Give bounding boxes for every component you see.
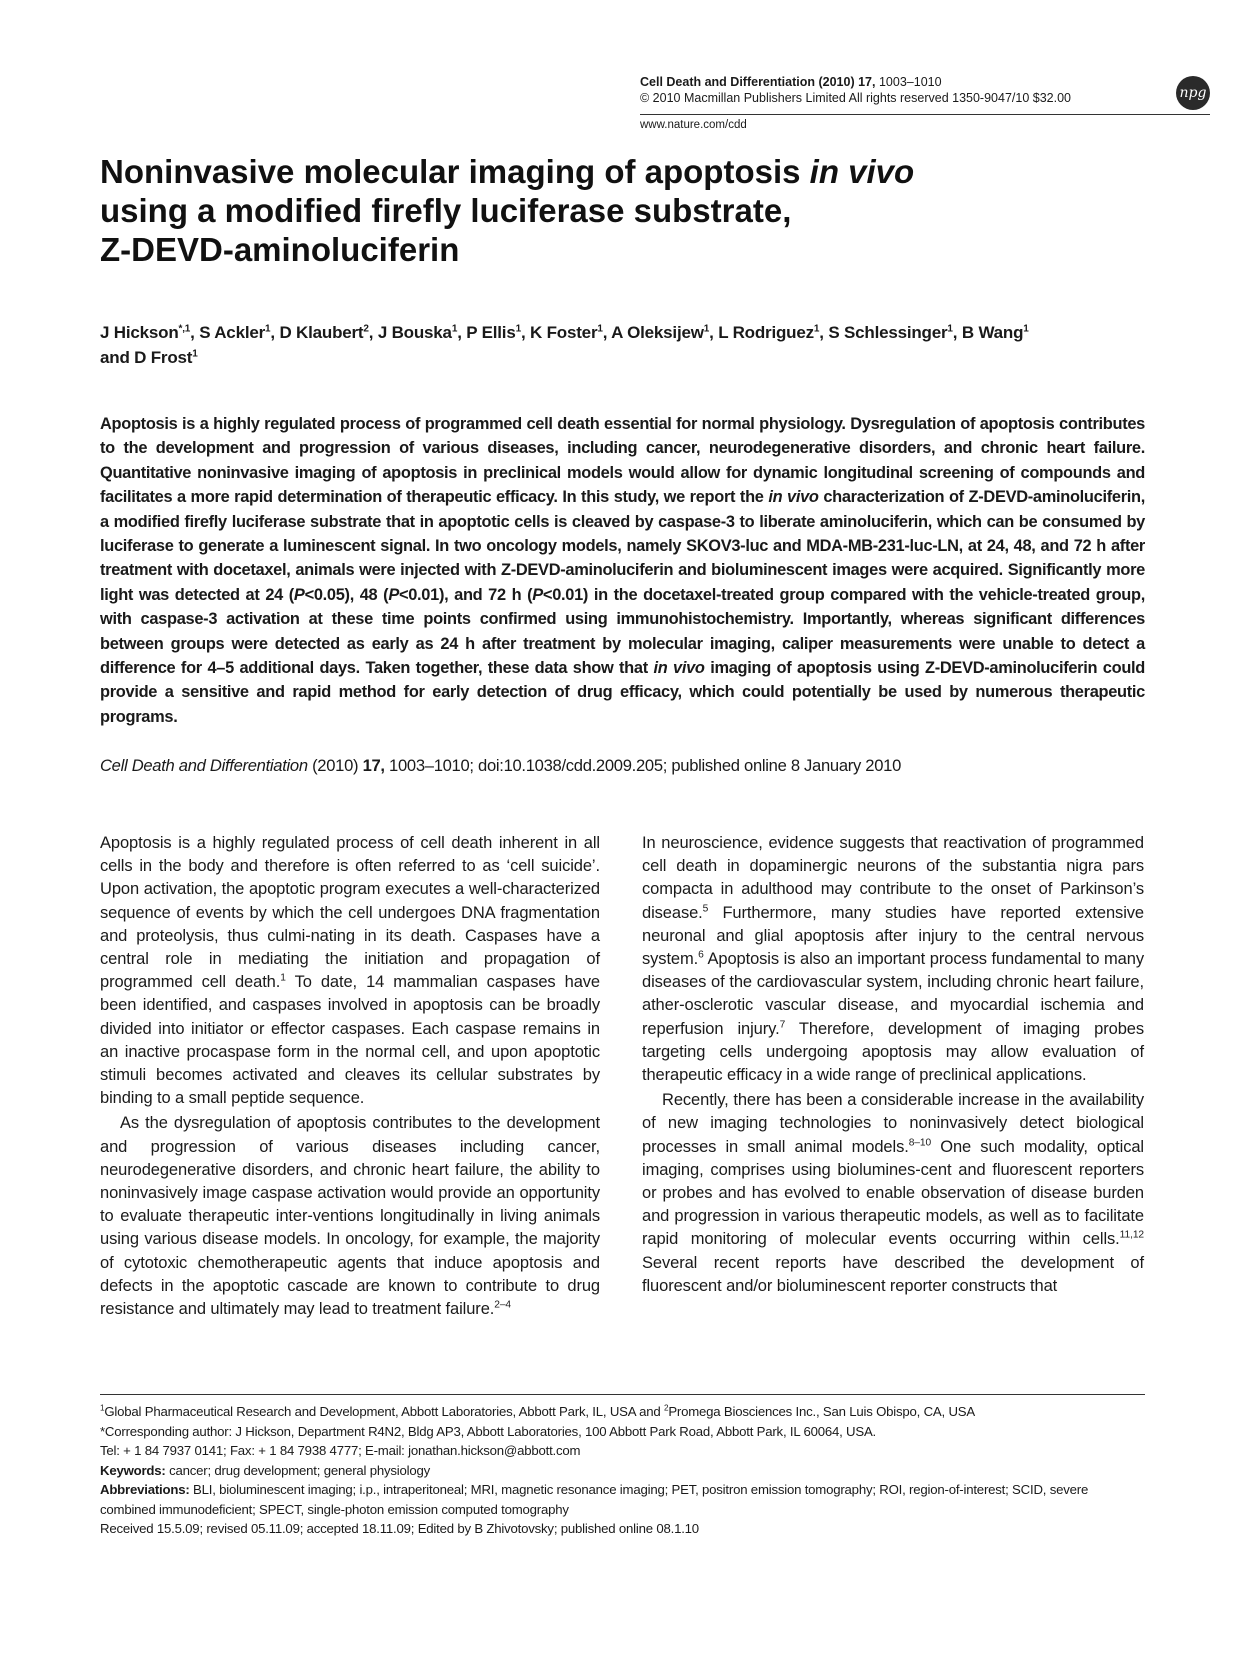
reference-marker[interactable]: 11,12 <box>1119 1229 1144 1241</box>
footnotes <box>100 1402 1145 1539</box>
author: K Foster <box>530 323 598 342</box>
body-text: As the dysregulation of apoptosis contributes to the development and progression of various diseases including cancer, neurodegenerative disorders, and chronic heart failure, the ability to noninvasively image caspase activation would provide an opportunity to evaluate therapeutic inter-ventions longitudinally in living animals using various disease models. In oncology, for example, the majority of cytotoxic chemotherapeutic agents that induce apoptosis and defects in the apoptotic cascade are known to contribute to drug resistance and ultimately may lead to treatment failure. <box>100 1114 600 1319</box>
journal-volume: 17, <box>858 75 876 89</box>
body-text: In neuroscience, evidence suggests that reactivation of programmed cell death in dopaminergic neurons of the substantia nigra pars compacta in adulthood may contribute to the onset of Parkinson’s disease. <box>642 834 1144 922</box>
author-list: J Hickson$^{*,1}$, S Ackler$^1$, D Klaubert$^2$, J Bouska$^1$, P Ellis$^1$, K Foster$^1$, A Oleksijew$^1$, L Rodriguez$^1$, S Schlessinger$^1$, B Wang$^1$ and D Frost$^1$ <box>100 323 1029 367</box>
keywords <box>100 1461 1145 1481</box>
received-dates: Received 15.5.09; revised 05.11.09; accepted 18.11.09; Edited by B Zhivotovsky; published online 08.1.10 <box>100 1521 699 1536</box>
abstract-text: <0.01), and 72 h ( <box>398 585 533 604</box>
author-affiliation: 1 <box>947 323 953 335</box>
abstract-italic: in vivo <box>653 659 705 678</box>
title-line2: using a modified firefly luciferase substrate, <box>100 192 792 229</box>
body-paragraph <box>642 1089 1144 1298</box>
title-line3: Z-DEVD-aminoluciferin <box>100 231 460 268</box>
abbreviations-text: BLI, bioluminescent imaging; i.p., intraperitoneal; MRI, magnetic resonance imaging; PET, positron emission tomography; ROI, region-of-interest; SCID, severe combined immunodeficient; SPECT, single-photon emission computed tomography <box>100 1482 1089 1517</box>
affiliation-marker: 2 <box>663 1403 669 1413</box>
author: L Rodriguez <box>718 323 814 342</box>
reference-marker[interactable]: 1 <box>280 972 286 984</box>
author: S Schlessinger <box>828 323 948 342</box>
author-affiliation: 1 <box>703 323 710 335</box>
author-affiliation: 2 <box>363 323 369 335</box>
reference-marker[interactable]: 8–10 <box>908 1137 932 1149</box>
contact-info: Tel: + 1 84 7937 0141; Fax: + 1 84 7938 4777; E-mail: jonathan.hickson@abbott.com <box>100 1443 581 1458</box>
journal-name: Cell Death and Differentiation (2010) <box>640 75 855 89</box>
abstract-text: <0.01) in the docetaxel-treated group compared with the vehicle-treated group, with caspase-3 activation at these time points confirmed using immunohistochemistry. Importantly, whereas significant differences between groups were detected as early as 24 h after treatment by molecular imaging, caliper measurements were unable to detect a difference for 4–5 additional days. Taken together, these data show that <box>100 585 1145 678</box>
abstract <box>100 412 1145 729</box>
body-text: Apoptosis is a highly regulated process of cell death inherent in all cells in the body and therefore is often referred to as ‘cell suicide’. Upon activation, the apoptotic program executes a well-characterized sequence of events by which the cell undergoes DNA fragmentation and proteolysis, thus culmi-nating in its death. Caspases have a central role in mediating the initiation and propagation of programmed cell death. <box>100 834 600 992</box>
p-value-symbol: P <box>293 585 305 604</box>
author: J Hickson <box>100 323 179 342</box>
body-text: Furthermore, many studies have reported extensive neuronal and glial apoptosis after injury to the central nervous system. <box>642 903 1144 969</box>
title-line1: Noninvasive molecular imaging of apoptosis <box>100 153 810 190</box>
p-value-symbol: P <box>532 585 543 604</box>
corresponding-author: *Corresponding author: J Hickson, Department R4N2, Bldg AP3, Abbott Laboratories, 100 Abbott Park Road, Abbott Park, IL 60064, USA. <box>100 1423 877 1439</box>
citation-volume: 17, <box>362 756 385 775</box>
author-affiliation: 1 <box>597 323 603 335</box>
reference-marker[interactable]: 7 <box>779 1019 786 1031</box>
keywords-text: cancer; drug development; general physiology <box>165 1462 431 1478</box>
body-text: Recently, there has been a considerable increase in the availability of new imaging technologies to noninvasively detect biological processes in small animal models. <box>642 1091 1144 1156</box>
author-affiliation: 1 <box>515 323 521 335</box>
reference-marker[interactable]: 5 <box>702 903 709 915</box>
body-text: To date, 14 mammalian caspases have been identified, and caspases involved in apoptosis can be broadly divided into initiator or effector caspases. Each caspase remains in an inactive procaspase form in the normal cell, and upon apoptotic stimuli becomes activated and cleaves its cellular substrates by binding to a small peptide sequence. <box>100 973 601 1108</box>
affiliation-text: Promega Biosciences Inc., San Luis Obispo, CA, USA <box>668 1404 975 1419</box>
affiliation-text: Global Pharmaceutical Research and Development, Abbott Laboratories, Abbott Park, IL, USA and <box>104 1404 664 1419</box>
citation-line <box>100 755 1145 777</box>
abbreviations-label: Abbreviations: <box>100 1482 190 1497</box>
body-text: Apoptosis is also an important process fundamental to many diseases of the cardiovascular system, including chronic heart failure, ather-osclerotic vascular disease, and myocardial ischemia and reperfusion injury. <box>642 950 1144 1038</box>
author: A Oleksijew <box>611 323 704 342</box>
abstract-text: characterization of Z-DEVD-aminoluciferin, a modified firefly luciferase substrate that in apoptotic cells is cleaved by caspase-3 to liberate aminoluciferin, which can be consumed by luciferase to generate a luminescent signal. In two oncology models, namely SKOV3-luc and MDA-MB-231-luc-LN, at 24, 48, and 72 h after treatment with docetaxel, animals were injected with Z-DEVD-aminoluciferin and bioluminescent images were acquired. Significantly more light was detected at 24 ( <box>100 488 1145 604</box>
affiliation-marker: 1 <box>100 1403 105 1413</box>
author-affiliation: 1 <box>813 323 820 335</box>
affiliations <box>100 1402 1145 1422</box>
author: D Klaubert <box>279 323 364 342</box>
article-title <box>100 152 1160 269</box>
body-paragraph <box>100 1112 600 1321</box>
author: B Wang <box>961 323 1024 342</box>
author-affiliation: *,1 <box>178 323 191 335</box>
title-line1-italic: in vivo <box>809 153 915 190</box>
author-affiliation: 1 <box>265 323 271 335</box>
citation-journal: Cell Death and Differentiation <box>100 756 308 775</box>
journal-url[interactable]: www.nature.com/cdd <box>640 119 747 131</box>
abstract-text: Apoptosis is a highly regulated process of programmed cell death essential for normal physiology. Dysregulation of apoptosis contributes to the development and progression of various diseases, including cancer, neurodegenerative disorders, and chronic heart failure. Quantitative noninvasive imaging of apoptosis in preclinical models would allow for dynamic longitudinal screening of compounds and facilitates a more rapid determination of therapeutic efficacy. In this study, we report the <box>100 415 1145 507</box>
copyright-line: © 2010 Macmillan Publishers Limited All rights reserved 1350-9047/10 $32.00 <box>640 91 1071 105</box>
abstract-italic: in vivo <box>768 488 819 507</box>
author: J Bouska <box>377 323 452 342</box>
p-value-symbol: P <box>388 585 399 604</box>
body-paragraph <box>642 832 1144 1087</box>
body-text: Therefore, development of imaging probes targeting cells undergoing apoptosis may allow evaluation of therapeutic efficacy in a wide range of preclinical applications. <box>642 1019 1144 1085</box>
body-column-right <box>642 832 1144 1298</box>
citation-year: (2010) <box>307 756 363 775</box>
journal-pages: 1003–1010 <box>878 75 942 89</box>
author: P Ellis <box>466 323 516 342</box>
reference-marker[interactable]: 6 <box>698 949 704 961</box>
body-text: Several recent reports have described the development of fluorescent and/or bioluminescent reporter constructs that <box>642 1253 1144 1295</box>
author-affiliation: 1 <box>1023 323 1029 335</box>
abstract-text: <0.05), 48 ( <box>304 585 389 604</box>
author: and D Frost <box>100 348 193 367</box>
npg-logo-icon: npg <box>1176 76 1210 110</box>
author-affiliation: 1 <box>451 323 458 335</box>
keywords-label: Keywords: <box>100 1462 166 1478</box>
footnote-divider <box>100 1394 1145 1395</box>
journal-header <box>640 74 942 90</box>
abbreviations <box>100 1480 1145 1519</box>
body-paragraph <box>100 832 600 1110</box>
body-text: One such modality, optical imaging, comprises using biolumines-cent and fluorescent reporters or probes and has evolved to enable observation of disease burden and progression in various therapeutic models, as well as to facilitate rapid monitoring of molecular events occurring within cells. <box>642 1137 1144 1249</box>
reference-marker[interactable]: 2–4 <box>494 1299 512 1311</box>
body-column-left <box>100 832 600 1321</box>
abstract-text: imaging of apoptosis using Z-DEVD-aminoluciferin could provide a sensitive and rapid method for early detection of drug efficacy, which could potentially be used by numerous therapeutic programs. <box>100 659 1146 726</box>
author: S Ackler <box>199 323 266 342</box>
header-divider <box>640 114 1210 115</box>
author-affiliation: 1 <box>192 348 198 360</box>
citation-details: 1003–1010; doi:10.1038/cdd.2009.205; published online 8 January 2010 <box>384 756 902 775</box>
